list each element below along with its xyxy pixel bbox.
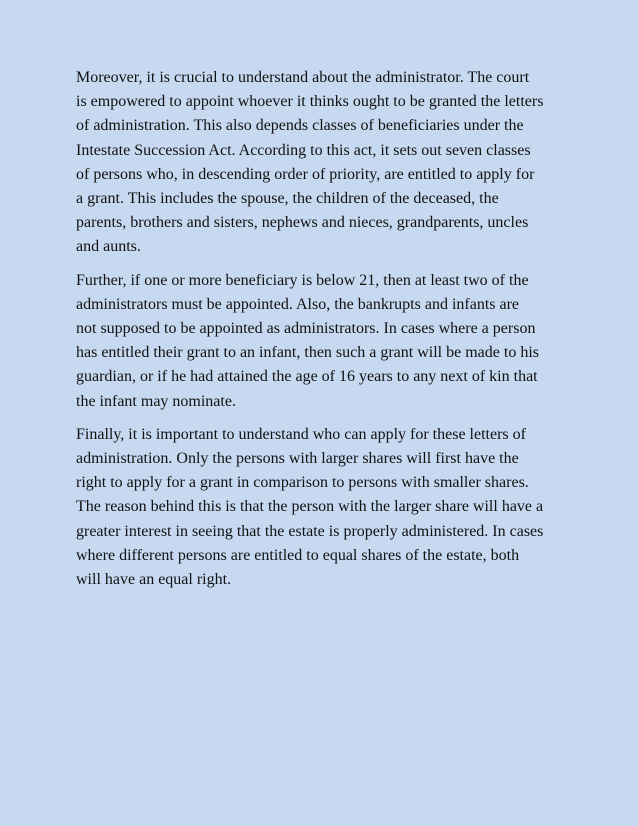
text-line: The reason behind this is that the person with the larger share will have a	[76, 498, 544, 516]
text-line: administration. Only the persons with larger shares will first have the	[76, 450, 519, 468]
text-line: Moreover, it is crucial to understand about the administrator. The court	[76, 69, 530, 86]
text-line: Finally, it is important to understand who can apply for these letters of	[76, 425, 526, 443]
text-line: parents, brothers and sisters, nephews and nieces, grandparents, uncles	[76, 214, 529, 232]
document-body	[76, 66, 568, 601]
paragraph-applicants	[76, 423, 568, 592]
text-line: guardian, or if he had attained the age of 16 years to any next of kin that	[76, 368, 538, 386]
paragraph-beneficiaries	[76, 269, 568, 414]
text-line: of administration. This also depends classes of beneficiaries under the	[76, 117, 524, 135]
text-line: greater interest in seeing that the estate is properly administered. In cases	[76, 522, 544, 540]
text-line: not supposed to be appointed as administrators. In cases where a person	[76, 320, 536, 338]
text-line: and aunts.	[76, 238, 141, 256]
text-line: is empowered to appoint whoever it thinks ought to be granted the letters	[76, 93, 544, 111]
text-line: administrators must be appointed. Also, the bankrupts and infants are	[76, 295, 520, 313]
text-line: where different persons are entitled to equal shares of the estate, both	[76, 546, 520, 564]
text-line: will have an equal right.	[76, 571, 232, 589]
text-line: a grant. This includes the spouse, the children of the deceased, the	[76, 190, 499, 208]
text-line: of persons who, in descending order of priority, are entitled to apply for	[76, 165, 535, 183]
text-line: Further, if one or more beneficiary is below 21, then at least two of the	[76, 271, 529, 289]
paragraph-administrator	[76, 66, 568, 260]
text-line: Intestate Succession Act. According to this act, it sets out seven classes	[76, 141, 531, 159]
text-line: right to apply for a grant in comparison to persons with smaller shares.	[76, 474, 529, 492]
text-line: the infant may nominate.	[76, 392, 236, 410]
text-line: has entitled their grant to an infant, then such a grant will be made to his	[76, 344, 539, 362]
